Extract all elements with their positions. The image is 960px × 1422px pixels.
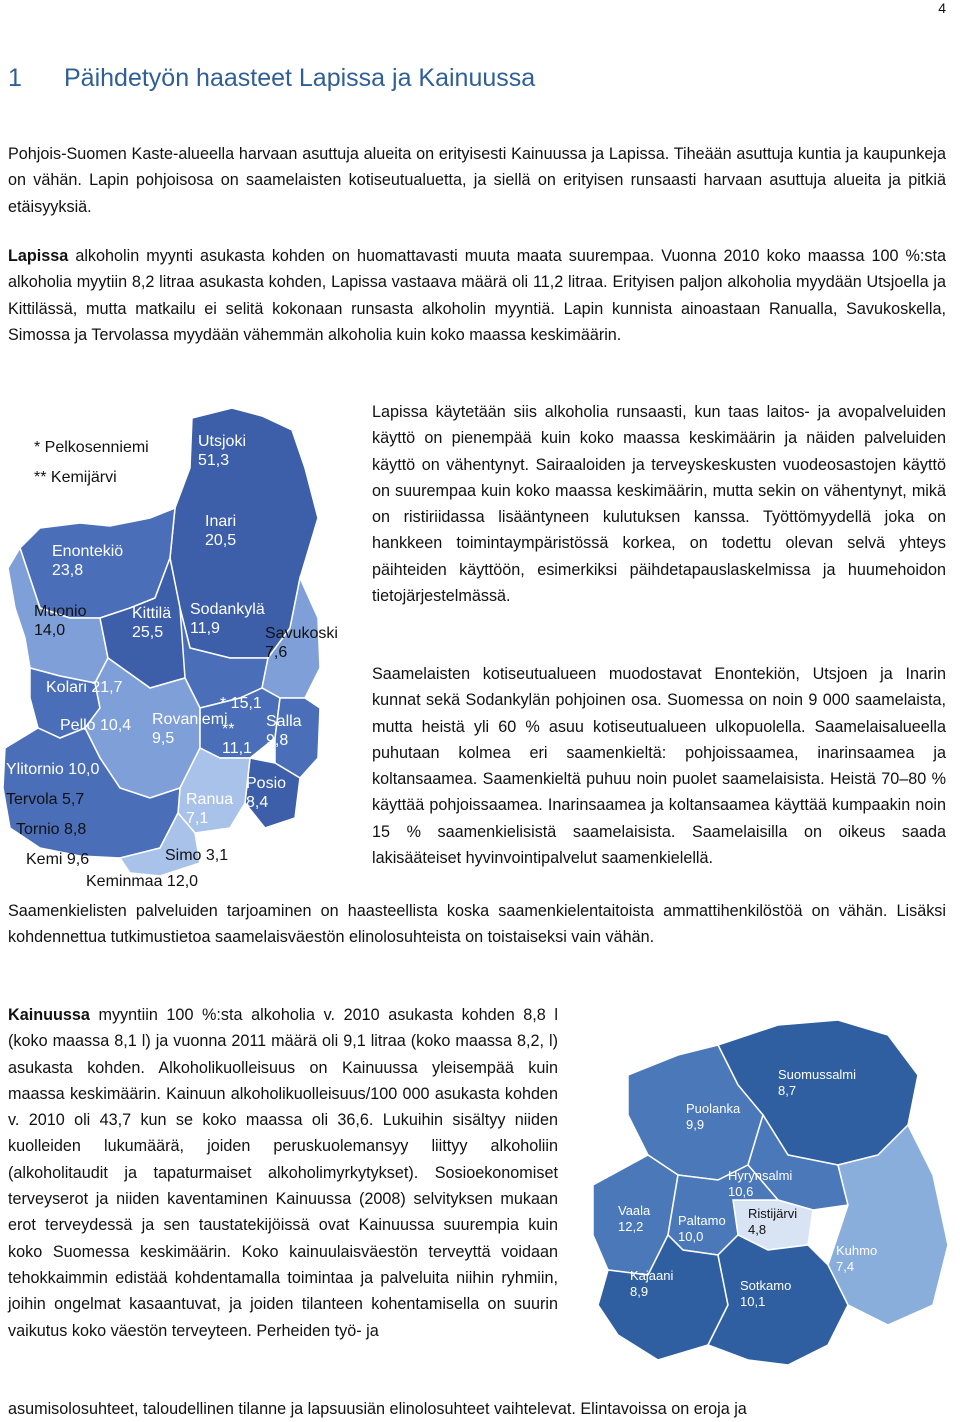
map-label-kemi-18: Kemi 9,6	[26, 851, 90, 868]
kainuu-map	[588, 1005, 954, 1393]
map-label-puolanka-1: Puolanka 9,9	[686, 1101, 741, 1132]
map-label-savukoski-6: Savukoski 7,6	[265, 625, 338, 661]
map-label-rovaniemi-9: Rovaniemi 9,5	[152, 711, 228, 747]
paragraph-lapland-alcohol	[8, 243, 946, 348]
page-number: 4	[938, 0, 946, 16]
lapland-map	[0, 408, 340, 894]
map-label-ranua-16: Ranua 7,1	[186, 791, 234, 827]
map-label-keminmaa-20: Keminmaa 12,0	[86, 873, 199, 890]
map-label-simo-19: Simo 3,1	[165, 847, 229, 864]
bold-lapissa: Lapissa	[8, 247, 69, 265]
heading-number: 1	[8, 64, 22, 92]
paragraph-kainuu-continued: asumisolosuhteet, taloudellinen tilanne ja lapsuusiän elinolosuhteet vaihtelevat. Elintavoissa on eroja ja	[8, 1400, 747, 1418]
map-label-vaala-4: Vaala 12,2	[618, 1203, 651, 1234]
map-label-muonio-3: Muonio 14,0	[34, 603, 87, 639]
map-label-suomussalmi-0: Suomussalmi 8,7	[778, 1067, 857, 1098]
section-heading	[8, 64, 535, 93]
map-label-paltamo-5: Paltamo 10,0	[678, 1213, 726, 1244]
map-label-utsjoki-0: Utsjoki 51,3	[198, 433, 247, 469]
map-label-sodankylä-5: Sodankylä 11,9	[190, 601, 265, 637]
map-label-pello-8: Pello 10,4	[60, 717, 132, 734]
legend-pelkosenniemi: * Pelkosenniemi	[34, 439, 149, 456]
map-label-tornio-17: Tornio 8,8	[16, 821, 87, 838]
map-label-kittilä-4: Kittilä 25,5	[132, 605, 172, 641]
map-label-posio-14: Posio 8,4	[246, 775, 287, 811]
map-label-hyrynsalmi-2: Hyrynsalmi 10,6	[728, 1168, 793, 1199]
map-label-tervola-15: Tervola 5,7	[6, 791, 85, 808]
map-label-ylitornio-13: Ylitornio 10,0	[6, 761, 100, 778]
map-label--10: * 15,1	[220, 695, 262, 712]
map-label-salla-12: Salla 9,8	[266, 713, 302, 749]
bold-kainuussa: Kainuussa	[8, 1006, 90, 1024]
kainuu-region-sotkamo	[708, 1235, 848, 1365]
paragraph-kainuu-alcohol	[8, 1002, 558, 1344]
map-label-kolari-7: Kolari 21,7	[46, 679, 123, 696]
paragraph-intro: Pohjois-Suomen Kaste-alueella harvaan asuttuja alueita on erityisesti Kainuussa ja Lapissa. Tiheään asuttuja kuntia ja kaupunkeja on vähän. Lapin pohjoisosa on saamelaisten kotiseutualuetta, ja siellä on erityisen runsaasti harvaan asuttuja alueita ja pitkiä etäisyyksiä.	[8, 145, 946, 216]
heading-title: Päihdetyön haasteet Lapissa ja Kainuussa	[64, 64, 536, 92]
map-label-kuhmo-6: Kuhmo 7,4	[836, 1243, 878, 1274]
paragraph-lapland-alcohol-text: alkoholin myynti asukasta kohden on huomattavasti muuta maata suurempaa. Vuonna 2010 koko maassa 100 %:sta alkoholia myytiin 8,2 litraa asukasta kohden, Lapissa vastaava määrä oli 11,2 litraa. Erityisen paljon alkoholia myydään Utsjoella ja Kittilässä, mutta matkailu ei selitä kokonaan runsasta alkoholin myyntiä. Lapin kunnista ainoastaan Ranualla, Savukoskella, Simossa ja Tervolassa myydään vähemmän alkoholia kuin koko maassa keskimäärin.	[8, 247, 946, 344]
map-label-ristijärvi-3: Ristijärvi 4,8	[748, 1206, 798, 1237]
map-label-inari-1: Inari 20,5	[205, 513, 237, 549]
paragraph-sami-area: Saamelaisten kotiseutualueen muodostavat Enontekiön, Utsjoen ja Inarin kunnat sekä Sodankylän pohjoinen osa. Suomessa on noin 9 000 saamelaista, mutta heistä yli 60 % asuu kotiseutualueen ulkopuolella. Saamelaisalueella puhutaan kolmea eri saamenkieltä: pohjoissaamea, inarinsaamea ja koltansaamea. Saamenkieltä puhuu noin puolet saamelaisista. Heistä 70–80 % käyttää pohjoissaamea. Inarinsaamea ja koltansaamea käyttää kumpaakin noin 15 % saamenkielisistä saamelaisista. Saamelaisilla on oikeus saada lakisääteiset hyvinvointipalvelut saamenkielellä.	[372, 665, 946, 868]
map-label-kajaani-7: Kajaani 8,9	[630, 1268, 674, 1299]
map-label-enontekiö-2: Enontekiö 23,8	[52, 543, 124, 579]
paragraph-services: Lapissa käytetään siis alkoholia runsaasti, kun taas laitos- ja avopalveluiden käyttö on pienempää kuin koko maassa keskimäärin ja näiden palveluiden käyttö on vähentynyt. Sairaaloiden ja terveyskeskusten vuodeosastojen käyttö on suurempaa kuin koko maassa keskimäärin, mutta sekin on vähentynyt, mikä on ristiriidassa lisääntyneen kulutuksen kanssa. Työttömyydellä joka on hankkeen toimintaympäristössä korkea, on todettu olevan selvä yhteys päihteiden käyttöön, esimerkiksi päihdetapauslaskelmissa ja huumehoidon tietojärjestelmässä.	[372, 403, 946, 606]
paragraph-sami-services: Saamenkielisten palveluiden tarjoaminen on haasteellista koska saamenkielentaitoista ammattihenkilöstöä on vähän. Lisäksi kohdennettua tutkimustietoa saamelaisväestön elinolosuhteista on toistaiseksi vain vähän.	[8, 902, 946, 947]
map-label-sotkamo-8: Sotkamo 10,1	[740, 1278, 792, 1309]
map-label--11: ** 11,1	[222, 721, 252, 757]
legend-kemijarvi: ** Kemijärvi	[34, 469, 117, 486]
paragraph-kainuu-alcohol-text: myyntiin 100 %:sta alkoholia v. 2010 asukasta kohden 8,8 l (koko maassa 8,1 l) ja vuonna 2011 määrä oli 9,1 litraa (koko maassa 8,2, l) asukasta kohden. Alkoholikuolleisuus on Kainuussa yleisempää kuin maassa keskimäärin. Kainuun alkoholikuolleisuus/100 000 asukasta kohden v. 2010 oli 43,7 kun se koko maassa oli 36,6. Lukuihin sisältyy niiden kuolleiden lukumäärä, joiden peruskuolemansyy liittyy alkoholiin (alkoholitaudit ja tapaturmaiset alkoholimyrkytykset). Sosioekonomiset terveyserot ja niiden kaventaminen Kainuussa (2008) selvityksen mukaan erot terveydessä ja sen taustatekijöissä ovat Kainuussa suurempia kuin koko Suomessa keskimäärin. Koko kainuulaisväestön terveyttä voidaan tehokkaimmin edistää kohdentamalla toimintaa ja palveluita niihin ryhmiin, joihin ongelmat kasaantuvat, ja joiden tilanteen kohentamisella on suurin vaikutus koko väestön terveyteen. Perheiden työ- ja	[8, 1006, 558, 1340]
